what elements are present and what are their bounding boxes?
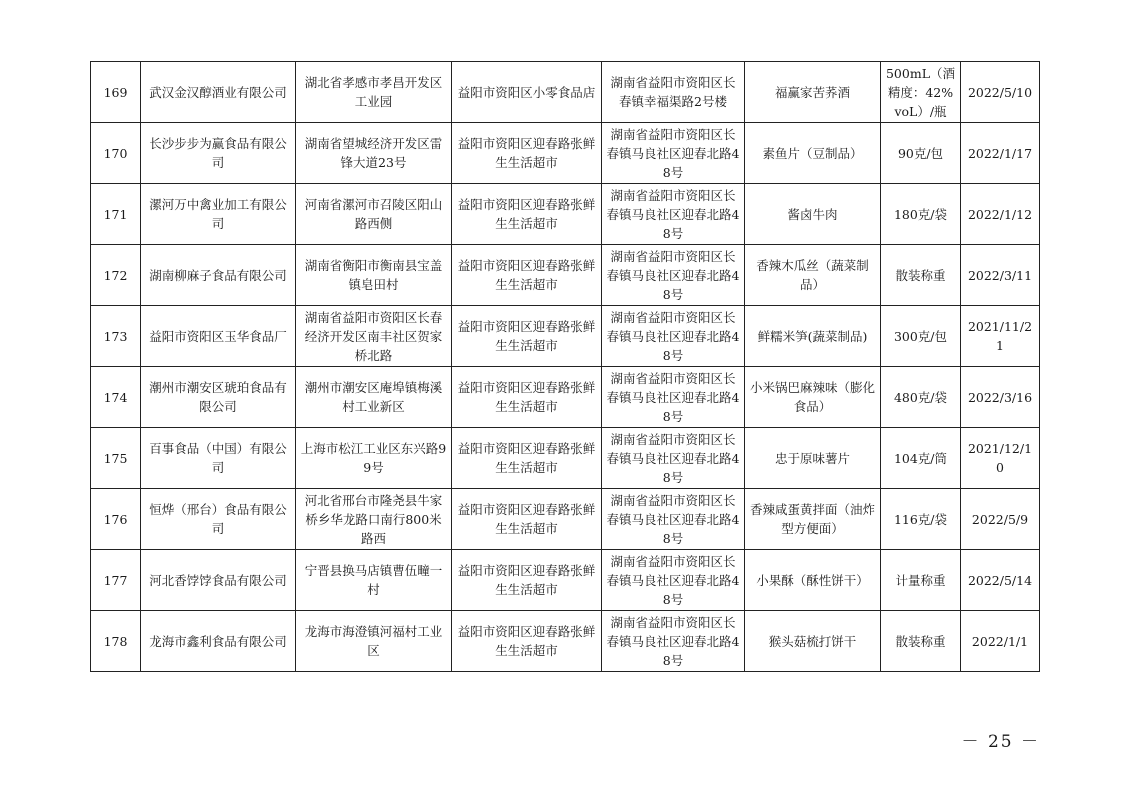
seller-name-cell: 益阳市资阳区迎春路张鲜生生活超市 [452, 367, 602, 428]
record-number-cell: 172 [91, 245, 141, 306]
product-spec-cell: 散装称重 [881, 245, 961, 306]
product-spec-cell: 180克/袋 [881, 184, 961, 245]
table-row [91, 62, 1040, 123]
producer-address-cell: 河南省漯河市召陵区阳山路西侧 [296, 184, 452, 245]
seller-name-cell: 益阳市资阳区迎春路张鲜生生活超市 [452, 428, 602, 489]
table-row [91, 428, 1040, 489]
production-date-cell: 2022/5/14 [961, 550, 1040, 611]
producer-name-cell: 长沙步步为赢食品有限公司 [141, 123, 296, 184]
seller-address-cell: 湖南省益阳市资阳区长春镇马良社区迎春北路48号 [602, 611, 745, 672]
product-name-cell: 素鱼片（豆制品） [745, 123, 881, 184]
producer-name-cell: 武汉金汉醇酒业有限公司 [141, 62, 296, 123]
producer-name-cell: 漯河万中禽业加工有限公司 [141, 184, 296, 245]
production-date-cell: 2021/12/10 [961, 428, 1040, 489]
producer-address-cell: 湖北省孝感市孝昌开发区工业园 [296, 62, 452, 123]
producer-name-cell: 潮州市潮安区琥珀食品有限公司 [141, 367, 296, 428]
record-number-cell: 175 [91, 428, 141, 489]
producer-name-cell: 百事食品（中国）有限公司 [141, 428, 296, 489]
table-row [91, 550, 1040, 611]
seller-name-cell: 益阳市资阳区迎春路张鲜生生活超市 [452, 489, 602, 550]
record-number-cell: 169 [91, 62, 141, 123]
production-date-cell: 2022/1/17 [961, 123, 1040, 184]
producer-name-cell: 龙海市鑫利食品有限公司 [141, 611, 296, 672]
record-number-cell: 174 [91, 367, 141, 428]
seller-address-cell: 湖南省益阳市资阳区长春镇马良社区迎春北路48号 [602, 245, 745, 306]
product-name-cell: 猴头菇梳打饼干 [745, 611, 881, 672]
record-number-cell: 171 [91, 184, 141, 245]
producer-name-cell: 恒烨（邢台）食品有限公司 [141, 489, 296, 550]
product-spec-cell: 116克/袋 [881, 489, 961, 550]
seller-address-cell: 湖南省益阳市资阳区长春镇马良社区迎春北路48号 [602, 184, 745, 245]
production-date-cell: 2022/5/9 [961, 489, 1040, 550]
producer-address-cell: 宁晋县换马店镇曹伍疃一村 [296, 550, 452, 611]
producer-address-cell: 上海市松江工业区东兴路99号 [296, 428, 452, 489]
producer-address-cell: 河北省邢台市隆尧县牛家桥乡华龙路口南行800米路西 [296, 489, 452, 550]
page-number: － 25 － [961, 732, 1040, 752]
record-number-cell: 176 [91, 489, 141, 550]
product-name-cell: 香辣咸蛋黄拌面（油炸型方便面） [745, 489, 881, 550]
producer-name-cell: 湖南柳麻子食品有限公司 [141, 245, 296, 306]
seller-name-cell: 益阳市资阳区迎春路张鲜生生活超市 [452, 123, 602, 184]
record-number-cell: 178 [91, 611, 141, 672]
table-row [91, 184, 1040, 245]
table-row [91, 306, 1040, 367]
product-name-cell: 香辣木瓜丝（蔬菜制品） [745, 245, 881, 306]
seller-name-cell: 益阳市资阳区迎春路张鲜生生活超市 [452, 611, 602, 672]
record-number-cell: 173 [91, 306, 141, 367]
product-spec-cell: 500mL（酒精度：42%voL）/瓶 [881, 62, 961, 123]
product-name-cell: 福赢家苦荞酒 [745, 62, 881, 123]
seller-name-cell: 益阳市资阳区迎春路张鲜生生活超市 [452, 184, 602, 245]
seller-address-cell: 湖南省益阳市资阳区长春镇马良社区迎春北路48号 [602, 489, 745, 550]
table-row [91, 367, 1040, 428]
product-spec-cell: 300克/包 [881, 306, 961, 367]
production-date-cell: 2022/5/10 [961, 62, 1040, 123]
product-name-cell: 小米锅巴麻辣味（膨化食品） [745, 367, 881, 428]
seller-address-cell: 湖南省益阳市资阳区长春镇马良社区迎春北路48号 [602, 123, 745, 184]
production-date-cell: 2022/3/16 [961, 367, 1040, 428]
record-number-cell: 177 [91, 550, 141, 611]
product-spec-cell: 散装称重 [881, 611, 961, 672]
table-row [91, 245, 1040, 306]
producer-name-cell: 益阳市资阳区玉华食品厂 [141, 306, 296, 367]
seller-address-cell: 湖南省益阳市资阳区长春镇幸福渠路2号楼 [602, 62, 745, 123]
producer-address-cell: 湖南省衡阳市衡南县宝盖镇皂田村 [296, 245, 452, 306]
product-name-cell: 小果酥（酥性饼干） [745, 550, 881, 611]
table-body [91, 62, 1040, 672]
product-spec-cell: 104克/筒 [881, 428, 961, 489]
seller-address-cell: 湖南省益阳市资阳区长春镇马良社区迎春北路48号 [602, 367, 745, 428]
table-row [91, 123, 1040, 184]
production-date-cell: 2022/1/1 [961, 611, 1040, 672]
seller-address-cell: 湖南省益阳市资阳区长春镇马良社区迎春北路48号 [602, 306, 745, 367]
table-row [91, 489, 1040, 550]
product-spec-cell: 90克/包 [881, 123, 961, 184]
producer-address-cell: 潮州市潮安区庵埠镇梅溪村工业新区 [296, 367, 452, 428]
product-spec-cell: 480克/袋 [881, 367, 961, 428]
product-name-cell: 鲜糯米笋(蔬菜制品) [745, 306, 881, 367]
product-name-cell: 酱卤牛肉 [745, 184, 881, 245]
seller-name-cell: 益阳市资阳区迎春路张鲜生生活超市 [452, 245, 602, 306]
production-date-cell: 2022/3/11 [961, 245, 1040, 306]
producer-address-cell: 湖南省益阳市资阳区长春经济开发区南丰社区贺家桥北路 [296, 306, 452, 367]
producer-address-cell: 湖南省望城经济开发区雷锋大道23号 [296, 123, 452, 184]
producer-name-cell: 河北香饽饽食品有限公司 [141, 550, 296, 611]
product-name-cell: 忠于原味薯片 [745, 428, 881, 489]
production-date-cell: 2021/11/21 [961, 306, 1040, 367]
records-table [90, 61, 1040, 672]
seller-address-cell: 湖南省益阳市资阳区长春镇马良社区迎春北路48号 [602, 428, 745, 489]
producer-address-cell: 龙海市海澄镇河福村工业区 [296, 611, 452, 672]
seller-name-cell: 益阳市资阳区迎春路张鲜生生活超市 [452, 550, 602, 611]
seller-address-cell: 湖南省益阳市资阳区长春镇马良社区迎春北路48号 [602, 550, 745, 611]
record-number-cell: 170 [91, 123, 141, 184]
table-row [91, 611, 1040, 672]
seller-name-cell: 益阳市资阳区迎春路张鲜生生活超市 [452, 306, 602, 367]
product-spec-cell: 计量称重 [881, 550, 961, 611]
production-date-cell: 2022/1/12 [961, 184, 1040, 245]
seller-name-cell: 益阳市资阳区小零食品店 [452, 62, 602, 123]
